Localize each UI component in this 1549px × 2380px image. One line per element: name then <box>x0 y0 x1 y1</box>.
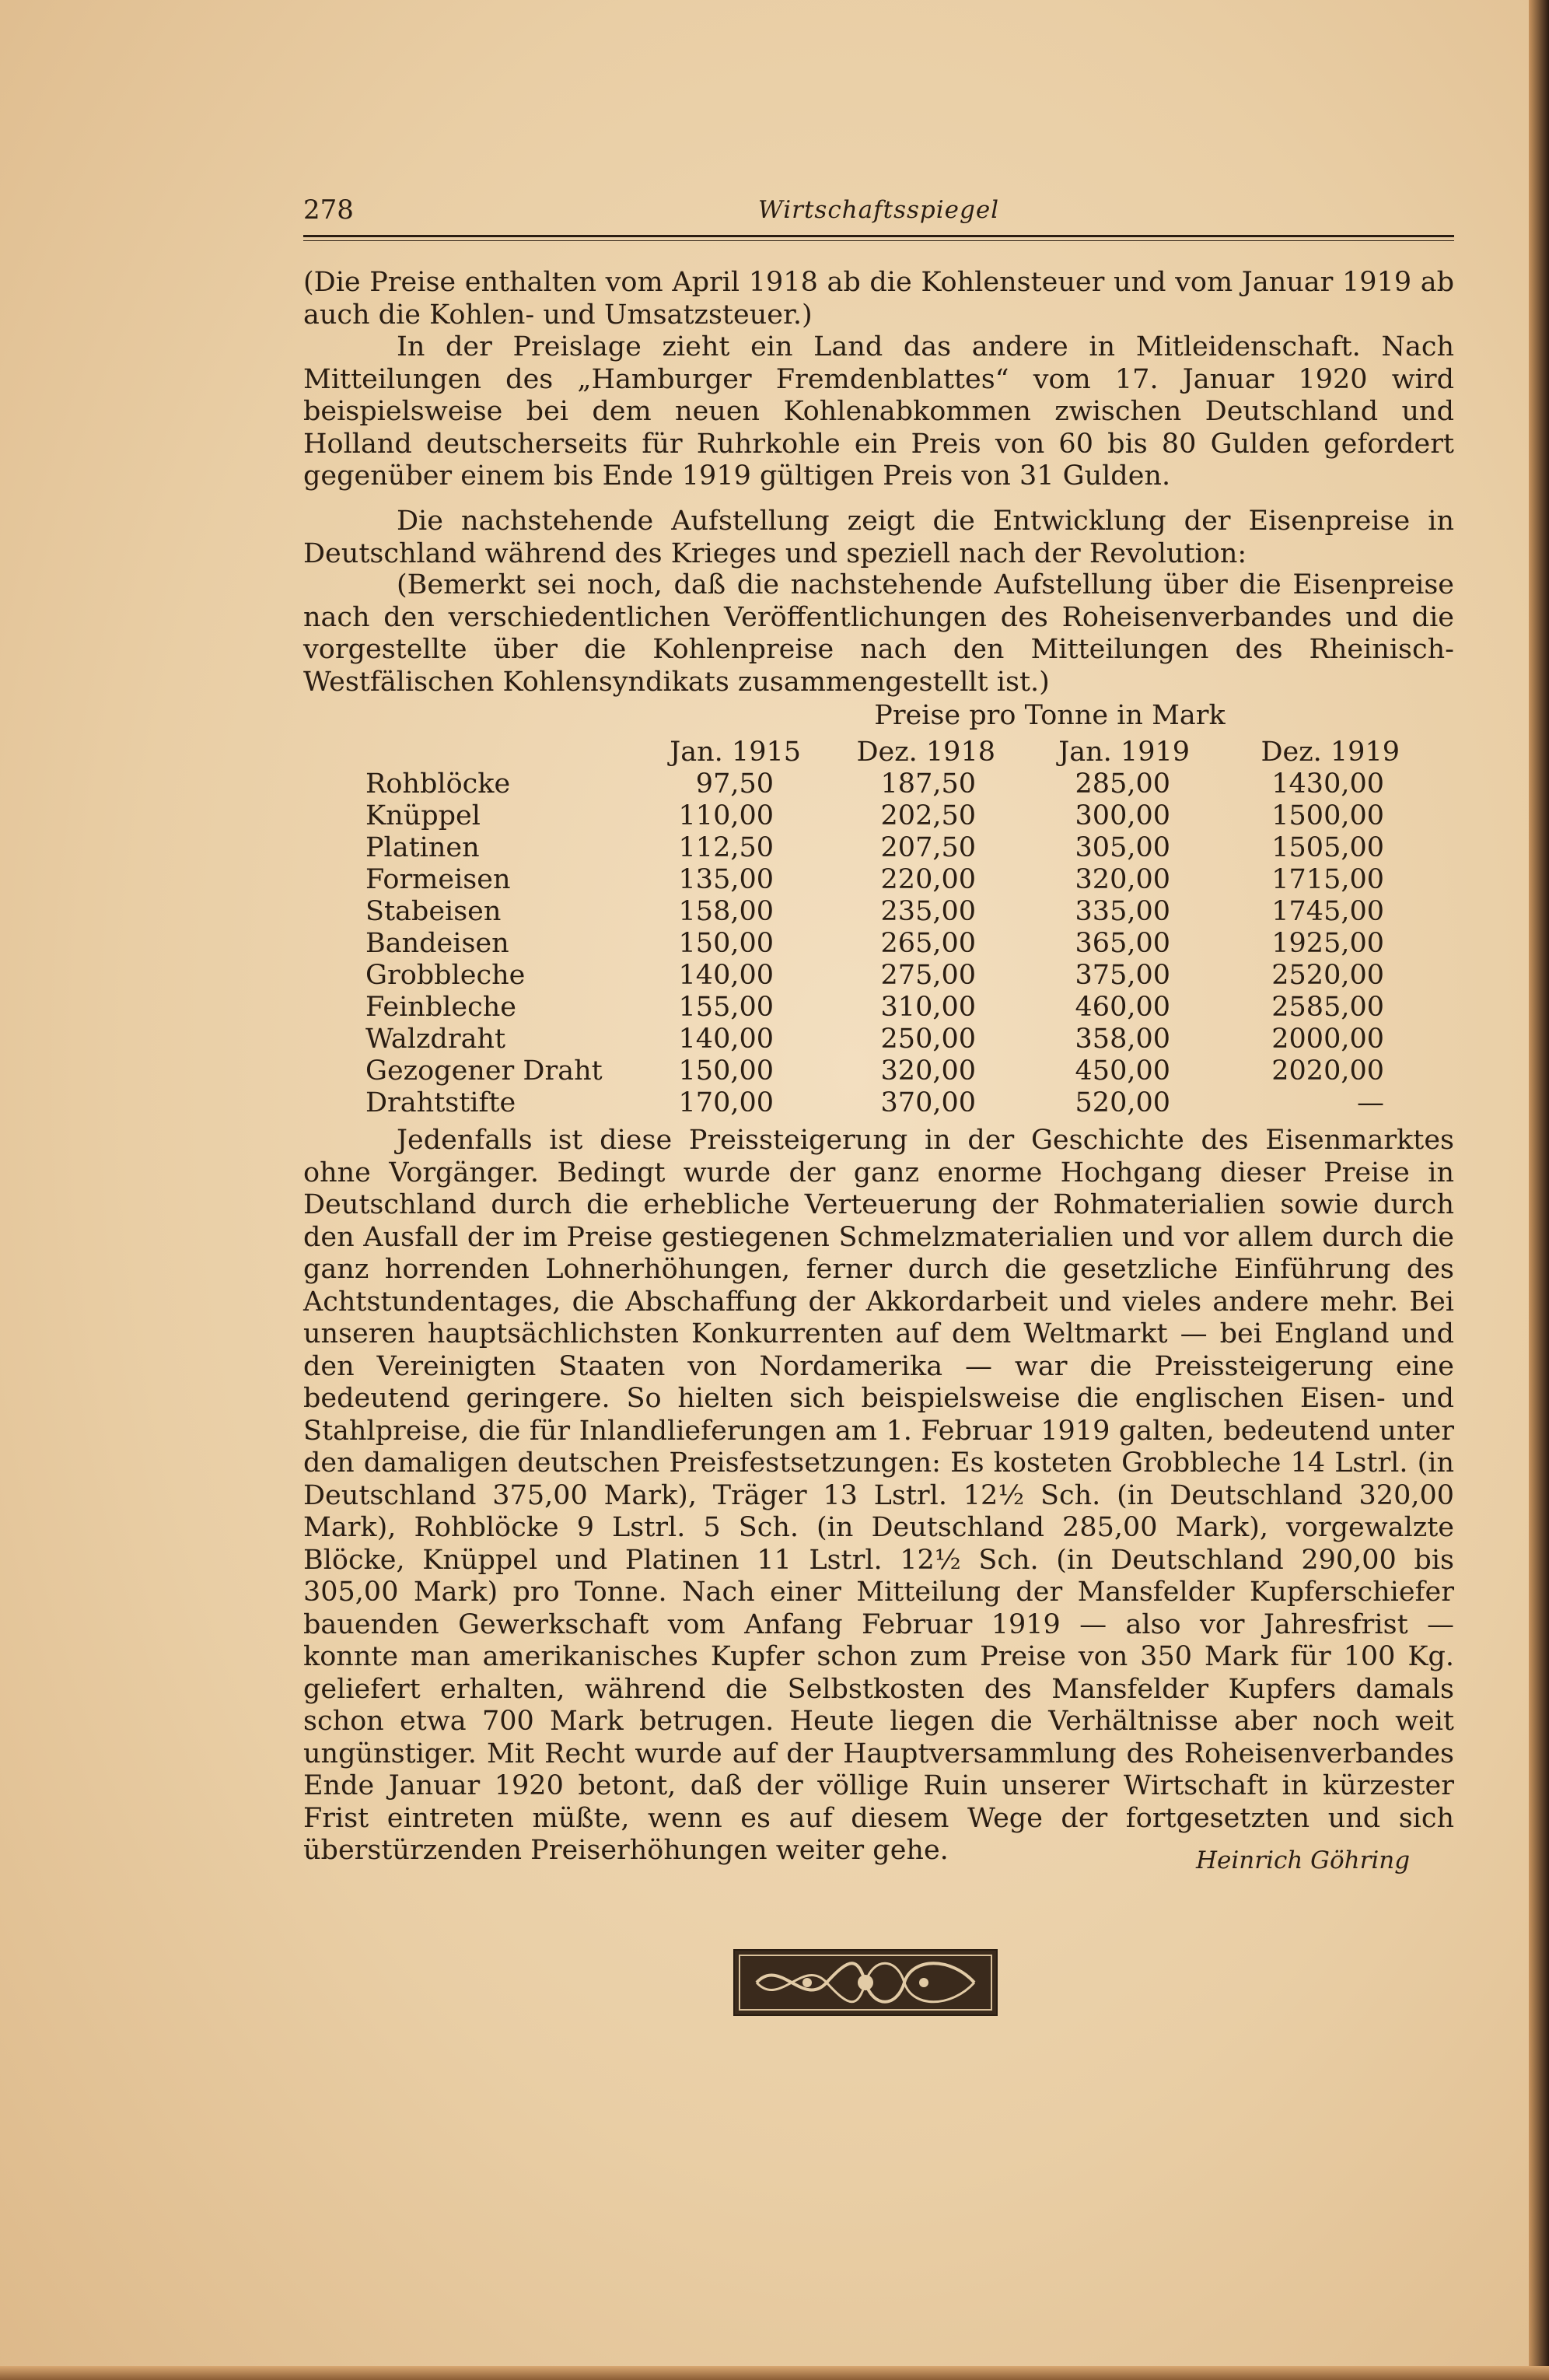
page-edge-bottom <box>0 2366 1549 2380</box>
table-cell: 300,00 <box>1075 800 1170 831</box>
table-row-label: Knüppel <box>365 800 481 831</box>
table-row-label: Rohblöcke <box>365 768 511 800</box>
table-cell: 2000,00 <box>1271 1024 1384 1055</box>
table-cell: 450,00 <box>1075 1055 1170 1087</box>
table-cell: 2585,00 <box>1271 992 1384 1023</box>
table-cell: 1925,00 <box>1271 928 1384 959</box>
table-row-label: Drahtstifte <box>365 1087 516 1118</box>
table-row-label: Feinbleche <box>365 992 516 1023</box>
table-row-label: Stabeisen <box>365 896 502 927</box>
table-cell: 220,00 <box>880 864 976 895</box>
table-cell: 305,00 <box>1075 832 1170 863</box>
author-signature: Heinrich Göhring <box>1196 1846 1411 1874</box>
table-cell: 140,00 <box>678 1024 774 1055</box>
table-row-label: Walzdraht <box>365 1024 506 1055</box>
table-cell: 320,00 <box>880 1055 976 1087</box>
table-cell: 112,50 <box>678 832 774 863</box>
paragraph-coal-prices: In der Preislage zieht ein Land das andere in Mitleidenschaft. Nach Mitteilungen des „Hamburger Fremdenblattes“ vom 17. Januar 1920 wird beispielsweise bei dem neuen Kohlenabkommen zwischen Deutschland und Holland deutscherseits für Ruhrkohle ein Preis von 60 bis 80 Gulden gefordert gegenüber einem bis Ende 1919 gültigen Preis von 31 Gulden. <box>303 331 1454 492</box>
table-column-header: Jan. 1915 <box>670 737 801 768</box>
table-cell: 170,00 <box>678 1087 774 1118</box>
table-cell: — <box>1357 1087 1384 1118</box>
table-row-label: Formeisen <box>365 864 511 895</box>
page-number: 278 <box>303 194 354 226</box>
running-title: Wirtschaftsspiegel <box>757 196 1000 224</box>
table-cell: 1505,00 <box>1271 832 1384 863</box>
table-cell: 370,00 <box>880 1087 976 1118</box>
table-cell: 358,00 <box>1075 1024 1170 1055</box>
table-cell: 135,00 <box>678 864 774 895</box>
table-row-label: Bandeisen <box>365 928 509 959</box>
table-cell: 235,00 <box>880 896 976 927</box>
table-cell: 97,50 <box>695 768 774 800</box>
table-cell: 150,00 <box>678 1055 774 1087</box>
table-cell: 158,00 <box>678 896 774 927</box>
table-cell: 365,00 <box>1075 928 1170 959</box>
table-row-label: Gezogener Draht <box>365 1055 603 1087</box>
page-edge-right <box>1529 0 1549 2380</box>
table-cell: 155,00 <box>678 992 774 1023</box>
ornament-vignette <box>733 1949 998 2016</box>
table-cell: 1500,00 <box>1271 800 1384 831</box>
table-cell: 1430,00 <box>1271 768 1384 800</box>
table-cell: 310,00 <box>880 992 976 1023</box>
header-rule-thin <box>303 240 1454 241</box>
table-cell: 375,00 <box>1075 960 1170 991</box>
table-cell: 520,00 <box>1075 1087 1170 1118</box>
table-caption: Preise pro Tonne in Mark <box>874 700 1226 731</box>
table-cell: 460,00 <box>1075 992 1170 1023</box>
table-cell: 250,00 <box>880 1024 976 1055</box>
table-column-header: Dez. 1919 <box>1261 737 1400 768</box>
table-cell: 140,00 <box>678 960 774 991</box>
table-cell: 1745,00 <box>1271 896 1384 927</box>
table-row-label: Grobbleche <box>365 960 526 991</box>
table-cell: 320,00 <box>1075 864 1170 895</box>
table-column-header: Jan. 1919 <box>1058 737 1190 768</box>
table-cell: 275,00 <box>880 960 976 991</box>
page-header <box>303 194 1454 230</box>
table-cell: 285,00 <box>1075 768 1170 800</box>
paragraph-source-note: (Bemerkt sei noch, daß die nachstehende Aufstellung über die Eisenpreise nach den verschiedentlichen Veröffentlichungen des Roheisenverbandes und die vorgestellte über die Kohlenpreise nach den Mitteilungen des Rheinisch-Westfälischen Kohlensyndikats zusammengestellt ist.) <box>303 569 1454 698</box>
paragraph-iron-intro: Die nachstehende Aufstellung zeigt die Entwicklung der Eisenpreise in Deutschland während des Krieges und speziell nach der Revolution: <box>303 506 1454 569</box>
header-rule <box>303 235 1454 237</box>
table-cell: 110,00 <box>678 800 774 831</box>
paragraph-analysis: Jedenfalls ist diese Preissteigerung in der Geschichte des Eisenmarktes ohne Vorgänger. Bedingt wurde der ganz enorme Hochgang dieser Preise in Deutschland durch die erhebliche Verteuerung der Rohmaterialien sowie durch den Ausfall der im Preise gestiegenen Schmelzmaterialien und vor allem durch die ganz horrenden Lohnerhöhungen, ferner durch die gesetzliche Einführung des Achtstundentages, die Abschaffung der Akkordarbeit und vieles andere mehr. Bei unseren hauptsächlichsten Konkurrenten auf dem Weltmarkt — bei England und den Vereinigten Staaten von Nordamerika — war die Preissteigerung eine bedeutend geringere. So hielten sich beispielsweise die englischen Eisen- und Stahlpreise, die für Inlandlieferungen am 1. Februar 1919 galten, bedeutend unter den damaligen deutschen Preisfestsetzungen: Es kosteten Grobbleche 14 Lstrl. (in Deutschland 375,00 Mark), Träger 13 Lstrl. 12½ Sch. (in Deutschland 320,00 Mark), Rohblöcke 9 Lstrl. 5 Sch. (in Deutschland 285,00 Mark), vorgewalzte Blöcke, Knüppel und Platinen 11 Lstrl. 12½ Sch. (in Deutschland 290,00 bis 305,00 Mark) pro Tonne. Nach einer Mitteilung der Mansfelder Kupferschiefer bauenden Gewerkschaft vom Anfang Februar 1919 — also vor Jahresfrist — konnte man amerikanisches Kupfer schon zum Preise von 350 Mark für 100 Kg. geliefert erhalten, während die Selbstkosten des Mansfelder Kupfers damals schon etwa 700 Mark betrugen. Heute liegen die Verhältnisse aber noch weit ungünstiger. Mit Recht wurde auf der Hauptversammlung des Roheisenverbandes Ende Januar 1920 betont, daß der völlige Ruin unserer Wirtschaft in kürzester Frist eintreten müßte, wenn es auf diesem Wege der fortgesetzten und sich überstürzenden Preiserhöhungen weiter gehe. <box>303 1125 1454 1866</box>
table-cell: 202,50 <box>880 800 976 831</box>
table-row-label: Platinen <box>365 832 480 863</box>
table-cell: 1715,00 <box>1271 864 1384 895</box>
table-cell: 265,00 <box>880 928 976 959</box>
table-cell: 2520,00 <box>1271 960 1384 991</box>
table-cell: 2020,00 <box>1271 1055 1384 1087</box>
table-cell: 207,50 <box>880 832 976 863</box>
table-cell: 150,00 <box>678 928 774 959</box>
table-column-header: Dez. 1918 <box>856 737 995 768</box>
table-cell: 187,50 <box>880 768 976 800</box>
table-cell: 335,00 <box>1075 896 1170 927</box>
paragraph-tax-note: (Die Preise enthalten vom April 1918 ab die Kohlensteuer und vom Januar 1919 ab auch die Kohlen- und Umsatzsteuer.) <box>303 267 1454 331</box>
